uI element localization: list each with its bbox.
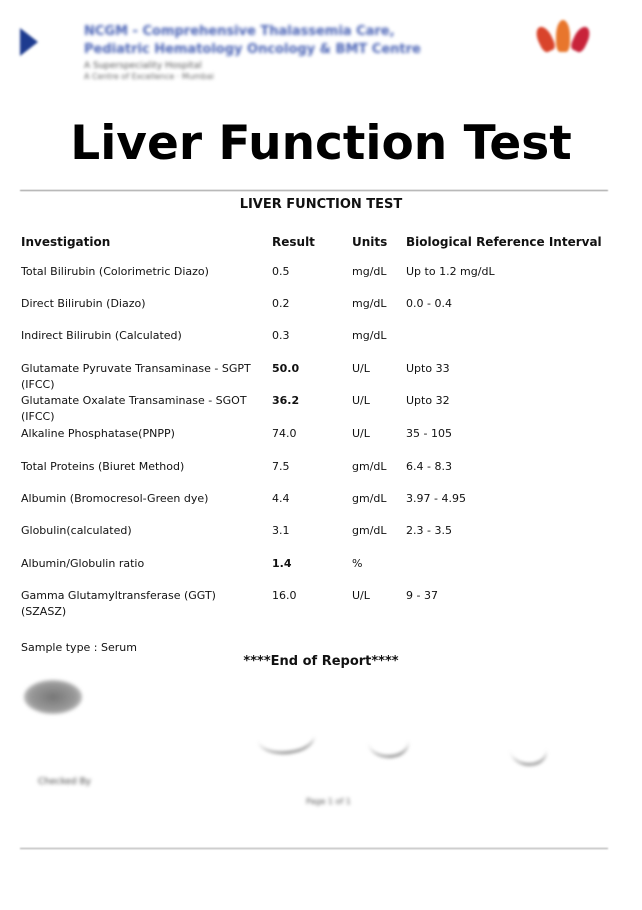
row-reference: 3.97 - 4.95 xyxy=(406,492,466,505)
row-unit: gm/dL xyxy=(352,460,387,473)
row-result: 1.4 xyxy=(272,557,292,570)
row-unit: gm/dL xyxy=(352,524,387,537)
row-result: 36.2 xyxy=(272,394,300,407)
row-reference: 0.0 - 0.4 xyxy=(406,297,452,310)
row-unit: % xyxy=(352,557,363,570)
row-unit: mg/dL xyxy=(352,297,387,310)
page-title: Liver Function Test xyxy=(70,116,572,171)
row-result: 16.0 xyxy=(272,589,297,602)
row-unit: mg/dL xyxy=(352,329,387,342)
row-reference: Upto 32 xyxy=(406,394,450,407)
row-reference: Up to 1.2 mg/dL xyxy=(406,265,495,278)
bottom-divider xyxy=(20,848,608,849)
row-unit: mg/dL xyxy=(352,265,387,278)
row-investigation: Direct Bilirubin (Diazo) xyxy=(21,297,146,310)
row-investigation: Gamma Glutamyltransferase (GGT) (SZASZ) xyxy=(21,589,216,618)
end-of-report: ****End of Report**** xyxy=(243,654,399,669)
row-investigation: Indirect Bilirubin (Calculated) xyxy=(21,329,182,342)
row-result: 4.4 xyxy=(272,492,290,505)
row-result: 0.3 xyxy=(272,329,290,342)
row-reference: 2.3 - 3.5 xyxy=(406,524,452,537)
row-reference: 6.4 - 8.3 xyxy=(406,460,452,473)
page-number: Page 1 of 1 xyxy=(306,797,351,806)
row-unit: U/L xyxy=(352,362,370,375)
row-result: 7.5 xyxy=(272,460,290,473)
row-investigation: Glutamate Oxalate Transaminase - SGOT (IFCC) xyxy=(21,394,247,423)
row-result: 0.2 xyxy=(272,297,290,310)
header-investigation: Investigation xyxy=(21,235,111,249)
row-result: 74.0 xyxy=(272,427,297,440)
row-investigation: Alkaline Phosphatase(PNPP) xyxy=(21,427,175,440)
report-title: LIVER FUNCTION TEST xyxy=(239,197,403,212)
row-unit: U/L xyxy=(352,394,370,407)
row-reference: Upto 33 xyxy=(406,362,450,375)
letterhead-line-4: A Centre of Excellence · Mumbai xyxy=(84,72,214,81)
row-unit: gm/dL xyxy=(352,492,387,505)
row-reference: 35 - 105 xyxy=(406,427,452,440)
row-result: 3.1 xyxy=(272,524,290,537)
sample-type: Sample type : Serum xyxy=(21,641,137,654)
row-investigation: Total Bilirubin (Colorimetric Diazo) xyxy=(21,265,209,278)
row-result: 0.5 xyxy=(272,265,290,278)
row-unit: U/L xyxy=(352,589,370,602)
row-investigation: Total Proteins (Biuret Method) xyxy=(21,460,185,473)
row-reference: 9 - 37 xyxy=(406,589,438,602)
stamp-icon xyxy=(24,680,82,714)
row-investigation: Globulin(calculated) xyxy=(21,524,132,537)
letterhead-line-2: Pediatric Hematology Oncology & BMT Centre xyxy=(84,42,421,57)
checked-by-label: Checked By xyxy=(38,777,91,787)
row-investigation: Glutamate Pyruvate Transaminase - SGPT (IFCC) xyxy=(21,362,251,391)
letterhead-line-1: NCGM - Comprehensive Thalassemia Care, xyxy=(84,24,395,39)
row-investigation: Albumin (Bromocresol-Green dye) xyxy=(21,492,209,505)
row-investigation: Albumin/Globulin ratio xyxy=(21,557,145,570)
header-reference: Biological Reference Interval xyxy=(406,235,602,249)
letterhead-line-3: A Superspeciality Hospital xyxy=(84,61,202,71)
row-result: 50.0 xyxy=(272,362,300,375)
header-result: Result xyxy=(272,235,315,249)
row-unit: U/L xyxy=(352,427,370,440)
header-units: Units xyxy=(352,235,388,249)
